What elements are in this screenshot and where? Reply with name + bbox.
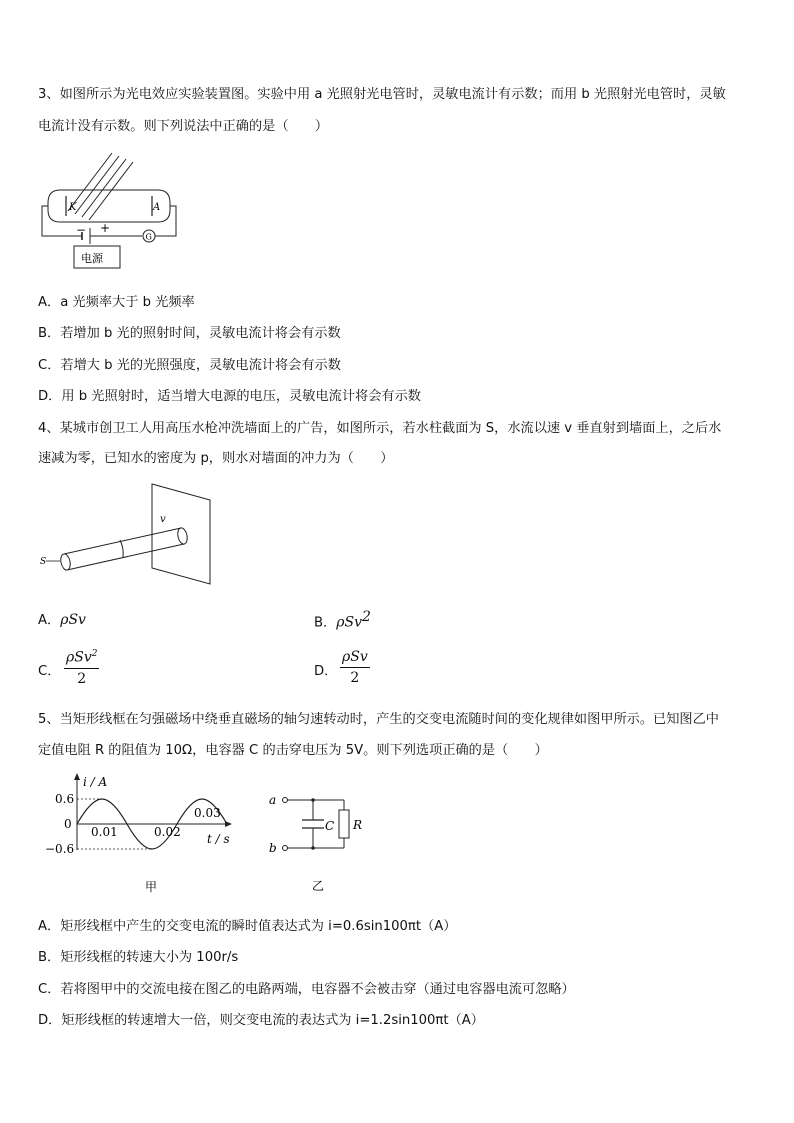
y-tick-0: 0	[64, 817, 72, 831]
power-supply-label: 电源	[81, 252, 103, 265]
q4-option-b	[314, 609, 371, 630]
y-tick-minus-0.6: −0.6	[45, 842, 75, 856]
rc-circuit-figure	[266, 790, 376, 900]
terminal-b-label: b	[269, 841, 277, 855]
q4-option-b-expr: ρSv	[336, 614, 362, 631]
q5-stem-line2: 定值电阻 R 的阻值为 10Ω，电容器 C 的击穿电压为 5V。则下列选项正确的是（ ）	[38, 743, 548, 758]
y-axis-label: i / A	[83, 775, 108, 789]
q4-stem-line2: 速减为零，已知水的密度为 p，则水对墙面的冲力为（ ）	[38, 451, 394, 466]
q3-option-a: A．a 光频率大于 b 光频率	[38, 295, 195, 310]
photoelectric-apparatus-figure	[38, 148, 178, 273]
cathode-label: K	[69, 202, 77, 213]
cross-section-label: S	[40, 557, 47, 567]
q4-option-a-label: A．	[38, 613, 61, 628]
q3-option-c: C．若增大 b 光的光照强度，灵敏电流计将会有示数	[38, 358, 341, 373]
q4-option-c-numerator: ρSv	[66, 649, 92, 666]
galvanometer-label: G	[145, 232, 152, 242]
q5-option-b: B．矩形线框的转速大小为 100r/s	[38, 950, 239, 965]
x-tick-0.03: 0.03	[194, 806, 221, 820]
q5-option-a: A．矩形线框中产生的交变电流的瞬时值表达式为 i=0.6sin100πt（A）	[38, 919, 457, 934]
current-time-graph	[38, 772, 238, 897]
circuit-caption: 乙	[312, 879, 325, 893]
q3-option-d: D．用 b 光照射时，适当增大电源的电压，灵敏电流计将会有示数	[38, 389, 421, 404]
x-axis-label: t / s	[207, 832, 230, 846]
q3-option-b: B．若增加 b 光的照射时间，灵敏电流计将会有示数	[38, 326, 341, 341]
q5-stem-line1: 5、当矩形线框在匀强磁场中绕垂直磁场的轴匀速转动时，产生的交变电流随时间的变化规律如图甲所示。已知图乙中	[38, 712, 719, 727]
q4-option-d-label: D．	[314, 664, 338, 679]
q3-stem-line1: 3、如图所示为光电效应实验装置图。实验中用 a 光照射光电管时，灵敏电流计有示数；而用 b 光照射光电管时，灵敏	[38, 87, 726, 102]
q5-option-d: D．矩形线框的转速增大一倍，则交变电流的表达式为 i=1.2sin100πt（A）	[38, 1013, 484, 1028]
q4-option-a-expr: ρSv	[60, 612, 86, 628]
q4-option-b-label: B．	[314, 615, 337, 631]
q4-option-c-fraction	[64, 649, 99, 687]
resistor-label: R	[353, 818, 363, 832]
q4-option-a	[38, 609, 86, 628]
y-tick-0.6: 0.6	[55, 792, 75, 806]
anode-label: A	[153, 202, 161, 213]
x-tick-0.02: 0.02	[154, 825, 181, 839]
q4-option-d-fraction	[340, 649, 370, 686]
q4-option-d-denominator: 2	[350, 670, 360, 686]
q5-option-c: C．若将图甲中的交流电接在图乙的电路两端，电容器不会被击穿（通过电容器电流可忽略）	[38, 982, 575, 997]
capacitor-label: C	[325, 819, 335, 833]
q4-stem-line1: 4、某城市创卫工人用高压水枪冲洗墙面上的广告，如图所示，若水柱截面为 S，水流以速 v 垂直射到墙面上，之后水	[38, 421, 722, 436]
plus-sign: +	[100, 221, 111, 235]
terminal-a-label: a	[269, 793, 277, 807]
q4-option-c-exponent: 2	[91, 649, 98, 659]
water-jet-wall-figure	[38, 482, 218, 592]
graph-caption: 甲	[145, 880, 158, 894]
x-tick-0.01: 0.01	[91, 825, 118, 839]
q3-stem-line2: 电流计没有示数。则下列说法中正确的是（ ）	[38, 119, 329, 134]
minus-sign: −	[76, 223, 87, 237]
q4-option-c-label: C．	[38, 664, 61, 679]
q4-option-c-denominator: 2	[77, 670, 87, 687]
velocity-label: v	[160, 514, 166, 525]
q4-option-d-numerator: ρSv	[340, 649, 370, 668]
q4-option-b-exponent: 2	[361, 609, 371, 625]
